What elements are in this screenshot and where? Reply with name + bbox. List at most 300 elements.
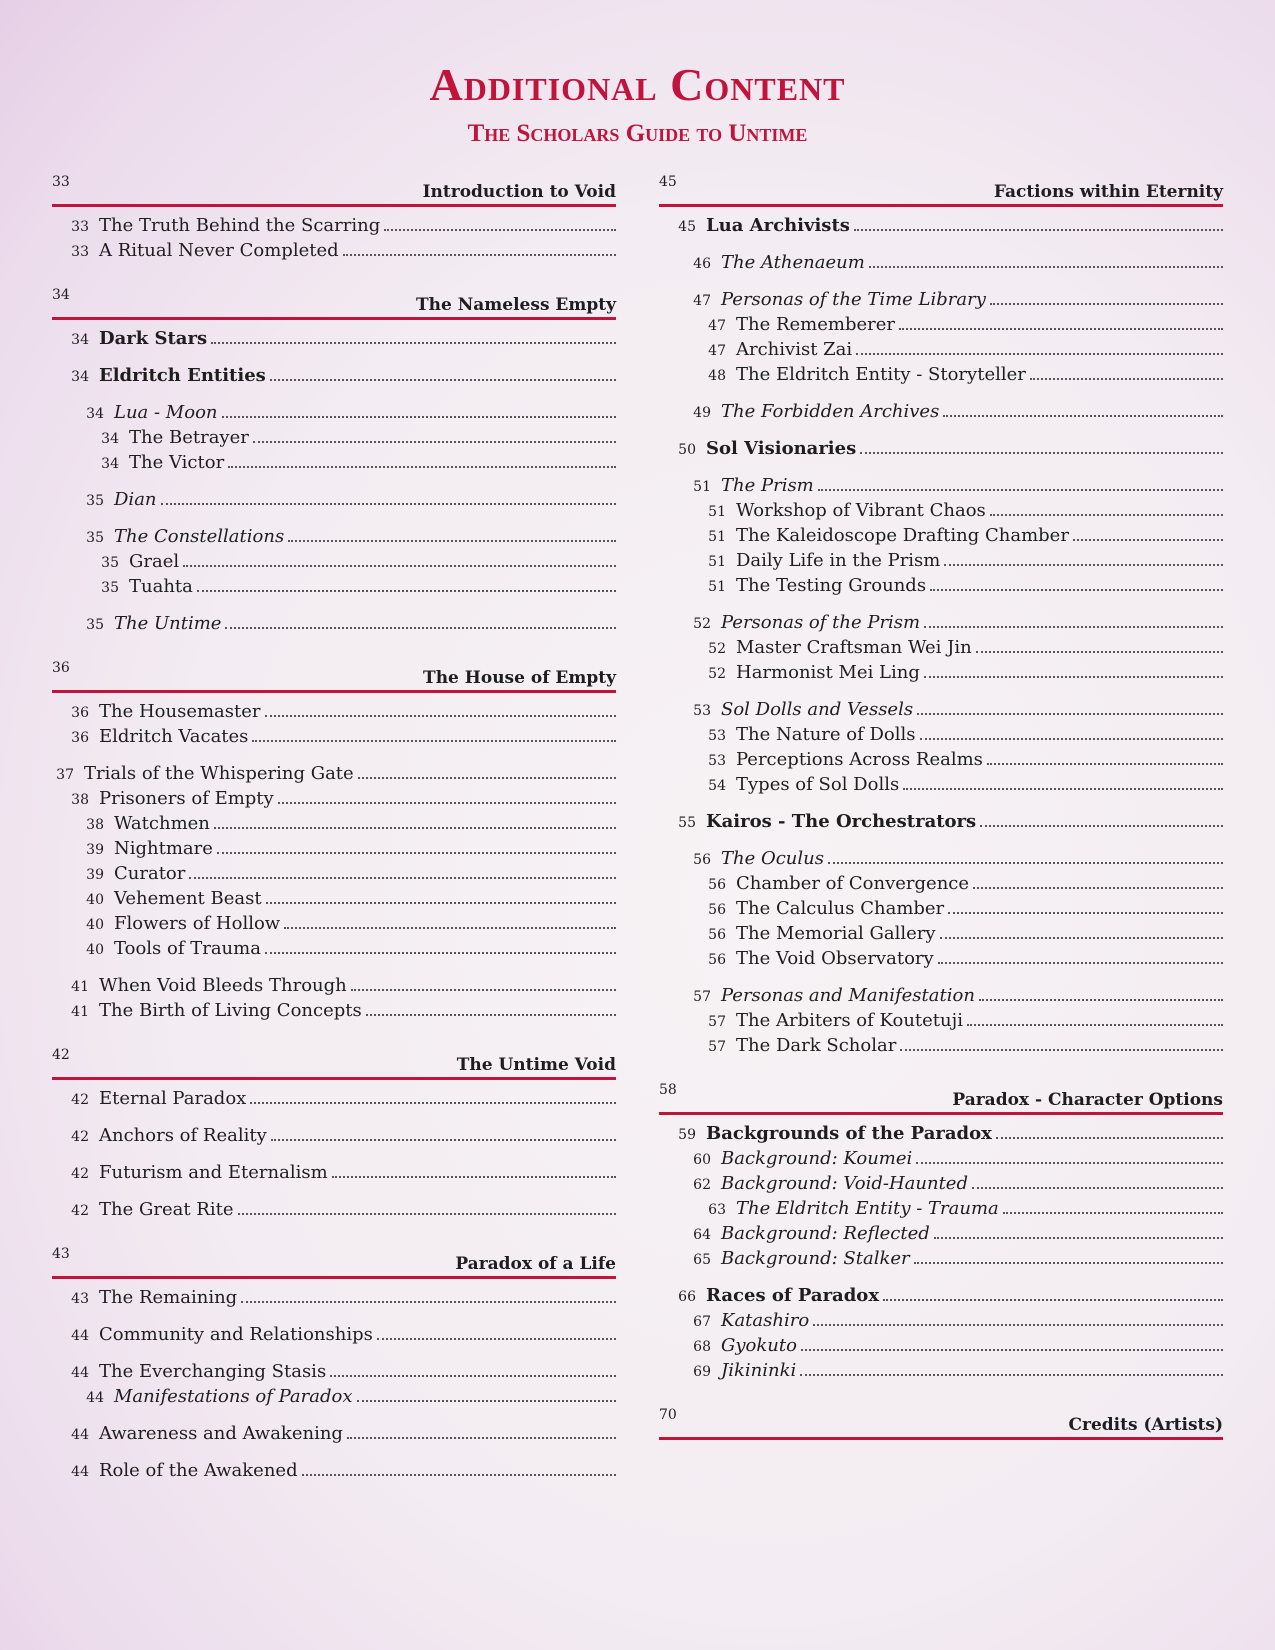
dot-leader [377, 1338, 616, 1340]
entry-page-number: 44 [71, 1464, 89, 1480]
dot-leader [384, 229, 616, 231]
toc-section [659, 1082, 1223, 1385]
toc-entry[interactable] [659, 550, 1223, 575]
entry-title: Sol Visionaries [706, 438, 857, 459]
entry-page-number: 56 [708, 927, 726, 943]
entry-title: The Nature of Dolls [736, 724, 916, 745]
entry-page-number: 44 [71, 1427, 89, 1443]
dot-leader [924, 626, 1223, 628]
entry-page-number: 68 [693, 1339, 711, 1355]
toc-entry[interactable] [52, 1324, 616, 1349]
toc-entry[interactable] [659, 339, 1223, 364]
page-subtitle: The Scholars Guide to Untime [467, 120, 808, 147]
dot-leader [228, 466, 616, 468]
toc-section [52, 660, 616, 1025]
entry-title: Awareness and Awakening [99, 1423, 343, 1444]
dot-leader [976, 651, 1223, 653]
dot-leader [1073, 539, 1223, 541]
entry-page-number: 54 [708, 778, 726, 794]
entry-page-number: 39 [86, 867, 104, 883]
entry-title: Archivist Zai [736, 339, 853, 360]
dot-leader [358, 777, 616, 779]
entry-page-number: 57 [708, 1014, 726, 1030]
toc-entry[interactable] [659, 364, 1223, 389]
entry-page-number: 42 [71, 1203, 89, 1219]
toc-section [52, 1246, 616, 1485]
toc-entry[interactable] [52, 763, 616, 788]
entry-page-number: 41 [71, 1004, 89, 1020]
dot-leader [900, 1049, 1223, 1051]
entry-page-number: 42 [71, 1092, 89, 1108]
entry-page-number: 35 [86, 493, 104, 509]
dot-leader [920, 738, 1224, 740]
dot-leader [253, 441, 616, 443]
toc-entry[interactable] [659, 1148, 1223, 1173]
entry-page-number: 44 [71, 1365, 89, 1381]
entry-title: Background: Koumei [721, 1148, 913, 1169]
entry-page-number: 45 [678, 219, 696, 235]
toc-entry[interactable] [659, 724, 1223, 749]
entry-page-number: 57 [708, 1039, 726, 1055]
entry-title: Futurism and Eternalism [99, 1162, 328, 1183]
toc-entry[interactable] [52, 913, 616, 938]
entry-page-number: 34 [71, 369, 89, 385]
entry-title: Vehement Beast [114, 888, 262, 909]
entry-page-number: 34 [86, 406, 104, 422]
entry-title: The Victor [129, 452, 225, 473]
page-title: Additional Content [429, 59, 846, 110]
entry-title: Eternal Paradox [99, 1088, 247, 1109]
toc-entry[interactable] [659, 1223, 1223, 1248]
entry-title: Eldritch Entities [99, 365, 266, 386]
entry-page-number: 51 [708, 529, 726, 545]
toc-section [52, 174, 616, 265]
toc-entry[interactable] [659, 1010, 1223, 1035]
toc-entry[interactable] [52, 526, 616, 551]
entry-page-number: 52 [708, 641, 726, 657]
section-header[interactable] [52, 1047, 616, 1080]
entry-title: Jikininki [721, 1360, 797, 1381]
dot-leader [250, 1102, 616, 1104]
toc-entry[interactable] [659, 575, 1223, 600]
entry-page-number: 52 [693, 616, 711, 632]
entry-title: The Everchanging Stasis [99, 1361, 327, 1382]
dot-leader [987, 763, 1223, 765]
entry-page-number: 60 [693, 1152, 711, 1168]
dot-leader [903, 788, 1223, 790]
dot-leader [343, 254, 616, 256]
entry-page-number: 47 [708, 318, 726, 334]
section-page-number: 34 [52, 287, 70, 303]
dot-leader [938, 962, 1223, 964]
entry-title: The Void Observatory [736, 948, 934, 969]
section-title: The Untime Void [456, 1055, 616, 1075]
entry-page-number: 38 [71, 792, 89, 808]
entry-title: The Constellations [114, 526, 285, 547]
entry-page-number: 47 [693, 293, 711, 309]
dot-leader [854, 229, 1223, 231]
section-header[interactable] [659, 1407, 1223, 1440]
entry-title: Nightmare [114, 838, 213, 859]
entry-page-number: 35 [101, 580, 119, 596]
dot-leader [332, 1176, 616, 1178]
entry-title: Watchmen [114, 813, 210, 834]
toc-entry[interactable] [659, 1360, 1223, 1385]
toc-entry[interactable] [659, 314, 1223, 339]
dot-leader [265, 952, 616, 954]
toc-section [52, 1047, 616, 1224]
dot-leader [973, 887, 1223, 889]
dot-leader [284, 927, 616, 929]
entry-page-number: 56 [708, 902, 726, 918]
entry-page-number: 40 [86, 917, 104, 933]
toc-entry[interactable] [52, 838, 616, 863]
entry-page-number: 42 [71, 1129, 89, 1145]
entry-page-number: 35 [101, 555, 119, 571]
section-title: Paradox of a Life [455, 1254, 616, 1274]
section-header[interactable] [659, 1082, 1223, 1115]
toc-entry[interactable] [52, 1088, 616, 1113]
section-page-number: 70 [659, 1407, 677, 1423]
dot-leader [883, 1299, 1223, 1301]
toc-entry[interactable] [659, 252, 1223, 277]
toc-entry[interactable] [659, 1123, 1223, 1148]
entry-title: Lua Archivists [706, 215, 850, 236]
entry-title: Lua - Moon [114, 402, 218, 423]
dot-leader [266, 902, 616, 904]
dot-leader [189, 877, 616, 879]
entry-title: Anchors of Reality [99, 1125, 267, 1146]
entry-page-number: 41 [71, 979, 89, 995]
entry-page-number: 34 [101, 431, 119, 447]
toc-entry[interactable] [52, 1460, 616, 1485]
toc-entry[interactable] [659, 438, 1223, 463]
entry-title: Dian [114, 489, 157, 510]
toc-entry[interactable] [659, 401, 1223, 426]
toc-entry[interactable] [659, 475, 1223, 500]
dot-leader [990, 514, 1223, 516]
toc-entry[interactable] [659, 923, 1223, 948]
entry-title: Chamber of Convergence [736, 873, 970, 894]
dot-leader [914, 1262, 1223, 1264]
dot-leader [801, 1349, 1223, 1351]
toc-entry[interactable] [52, 489, 616, 514]
toc-entry[interactable] [52, 452, 616, 477]
dot-leader [302, 1474, 616, 1476]
entry-page-number: 62 [693, 1177, 711, 1193]
entry-page-number: 55 [678, 815, 696, 831]
entry-page-number: 57 [693, 989, 711, 1005]
section-page-number: 36 [52, 660, 70, 676]
entry-title: Trials of the Whispering Gate [84, 763, 354, 784]
dot-leader [948, 912, 1223, 914]
dot-leader [351, 989, 616, 991]
entry-page-number: 35 [86, 530, 104, 546]
toc-entry[interactable] [659, 873, 1223, 898]
dot-leader [940, 937, 1223, 939]
entry-page-number: 33 [71, 244, 89, 260]
dot-leader [211, 342, 616, 344]
entry-page-number: 46 [693, 256, 711, 272]
toc-entry[interactable] [659, 1198, 1223, 1223]
entry-title: Grael [129, 551, 180, 572]
toc-entry[interactable] [659, 637, 1223, 662]
toc-entry[interactable] [659, 1248, 1223, 1273]
entry-page-number: 51 [708, 579, 726, 595]
entry-title: The Memorial Gallery [736, 923, 936, 944]
toc-section [659, 174, 1223, 1060]
section-title: Factions within Eternity [993, 182, 1223, 202]
entry-title: The Athenaeum [721, 252, 865, 273]
dot-leader [943, 415, 1223, 417]
entry-title: Daily Life in the Prism [736, 550, 941, 571]
entry-title: The Remaining [99, 1287, 238, 1308]
toc-entry[interactable] [52, 1386, 616, 1411]
toc-entry[interactable] [52, 215, 616, 240]
dot-leader [996, 1137, 1223, 1139]
dot-leader [944, 564, 1223, 566]
dot-leader [1030, 378, 1223, 380]
toc-column-right [659, 174, 1223, 1462]
toc-entry[interactable] [52, 427, 616, 452]
dot-leader [818, 489, 1223, 491]
toc-entry[interactable] [659, 749, 1223, 774]
toc-section [52, 287, 616, 638]
entry-title: Harmonist Mei Ling [736, 662, 920, 683]
toc-entry[interactable] [52, 402, 616, 427]
entry-page-number: 56 [708, 877, 726, 893]
dot-leader [265, 715, 616, 717]
section-page-number: 45 [659, 174, 677, 190]
dot-leader [930, 589, 1223, 591]
entry-page-number: 64 [693, 1227, 711, 1243]
toc-entry[interactable] [659, 500, 1223, 525]
dot-leader [288, 540, 616, 542]
toc-entry[interactable] [659, 612, 1223, 637]
entry-title: Personas and Manifestation [721, 985, 975, 1006]
toc-entry[interactable] [52, 613, 616, 638]
toc-entry[interactable] [659, 774, 1223, 799]
entry-title: The Oculus [721, 848, 824, 869]
entry-title: The Kaleidoscope Drafting Chamber [736, 525, 1069, 546]
dot-leader [161, 503, 616, 505]
entry-page-number: 48 [708, 368, 726, 384]
dot-leader [225, 627, 616, 629]
toc-entry[interactable] [659, 1173, 1223, 1198]
toc-entry[interactable] [659, 662, 1223, 687]
entry-page-number: 65 [693, 1252, 711, 1268]
entry-title: Sol Dolls and Vessels [721, 699, 914, 720]
toc-entry[interactable] [52, 365, 616, 390]
section-title: Introduction to Void [422, 182, 616, 202]
section-page-number: 58 [659, 1082, 677, 1098]
dot-leader [813, 1324, 1223, 1326]
toc-column-left [52, 174, 616, 1507]
dot-leader [366, 1014, 616, 1016]
entry-title: The Birth of Living Concepts [99, 1000, 362, 1021]
entry-page-number: 34 [71, 332, 89, 348]
toc-entry[interactable] [52, 1125, 616, 1150]
toc-entry[interactable] [659, 1310, 1223, 1335]
entry-title: Kairos - The Orchestrators [706, 811, 977, 832]
toc-entry[interactable] [659, 811, 1223, 836]
toc-entry[interactable] [659, 699, 1223, 724]
entry-page-number: 51 [708, 554, 726, 570]
entry-page-number: 47 [708, 343, 726, 359]
entry-title: The Eldritch Entity - Trauma [736, 1198, 999, 1219]
section-header[interactable] [52, 174, 616, 207]
entry-title: Community and Relationships [99, 1324, 373, 1345]
dot-leader [330, 1375, 616, 1377]
entry-page-number: 33 [71, 219, 89, 235]
dot-leader [357, 1400, 616, 1402]
toc-entry[interactable] [52, 1423, 616, 1448]
entry-title: Background: Reflected [721, 1223, 930, 1244]
dot-leader [222, 416, 617, 418]
entry-title: Personas of the Time Library [721, 289, 986, 310]
toc-entry[interactable] [659, 985, 1223, 1010]
entry-page-number: 52 [708, 666, 726, 682]
entry-title: The Forbidden Archives [721, 401, 940, 422]
section-page-number: 43 [52, 1246, 70, 1262]
dot-leader [347, 1437, 616, 1439]
section-title: Credits (Artists) [1068, 1415, 1223, 1435]
toc-entry[interactable] [52, 240, 616, 265]
toc-entry[interactable] [52, 1287, 616, 1312]
entry-page-number: 53 [708, 728, 726, 744]
toc-entry[interactable] [52, 1000, 616, 1025]
dot-leader [252, 740, 616, 742]
entry-title: The Untime [114, 613, 222, 634]
entry-title: The Calculus Chamber [736, 898, 945, 919]
entry-title: The Rememberer [736, 314, 896, 335]
entry-page-number: 53 [693, 703, 711, 719]
entry-title: Manifestations of Paradox [114, 1386, 353, 1407]
entry-title: The Arbiters of Koutetuji [736, 1010, 963, 1031]
toc-entry[interactable] [52, 1162, 616, 1187]
entry-title: Role of the Awakened [99, 1460, 298, 1481]
toc-entry[interactable] [52, 975, 616, 1000]
dot-leader [860, 452, 1223, 454]
entry-title: The Prism [721, 475, 814, 496]
entry-page-number: 53 [708, 753, 726, 769]
entry-page-number: 43 [71, 1291, 89, 1307]
section-header[interactable] [52, 287, 616, 320]
entry-title: Eldritch Vacates [99, 726, 249, 747]
toc-entry[interactable] [52, 1199, 616, 1224]
section-header[interactable] [659, 174, 1223, 207]
entry-page-number: 56 [708, 952, 726, 968]
section-page-number: 42 [52, 1047, 70, 1063]
toc-entry[interactable] [52, 328, 616, 353]
entry-page-number: 37 [56, 767, 74, 783]
dot-leader [828, 862, 1223, 864]
toc-entry[interactable] [52, 888, 616, 913]
entry-title: A Ritual Never Completed [99, 240, 339, 261]
dot-leader [183, 565, 616, 567]
toc-entry[interactable] [659, 1035, 1223, 1060]
toc-entry[interactable] [52, 1361, 616, 1386]
toc-entry[interactable] [659, 898, 1223, 923]
section-header[interactable] [52, 660, 616, 693]
entry-title: When Void Bleeds Through [99, 975, 347, 996]
entry-title: Master Craftsman Wei Jin [736, 637, 972, 658]
toc-entry[interactable] [659, 948, 1223, 973]
entry-page-number: 35 [86, 617, 104, 633]
entry-title: Gyokuto [721, 1335, 797, 1356]
entry-title: Types of Sol Dolls [736, 774, 900, 795]
entry-title: Curator [114, 863, 186, 884]
dot-leader [972, 1187, 1223, 1189]
entry-title: Dark Stars [99, 328, 208, 349]
entry-title: Background: Stalker [721, 1248, 910, 1269]
entry-page-number: 40 [86, 892, 104, 908]
toc-entry[interactable] [52, 701, 616, 726]
entry-page-number: 56 [693, 852, 711, 868]
dot-leader [979, 999, 1223, 1001]
toc-entry[interactable] [52, 788, 616, 813]
entry-title: Workshop of Vibrant Chaos [736, 500, 986, 521]
dot-leader [1003, 1212, 1223, 1214]
entry-page-number: 39 [86, 842, 104, 858]
section-page-number: 33 [52, 174, 70, 190]
dot-leader [238, 1213, 617, 1215]
entry-page-number: 66 [678, 1289, 696, 1305]
entry-page-number: 36 [71, 705, 89, 721]
entry-title: Personas of the Prism [721, 612, 921, 633]
entry-page-number: 44 [86, 1390, 104, 1406]
toc-section [659, 1407, 1223, 1440]
toc-entry[interactable] [659, 1335, 1223, 1360]
toc-entry[interactable] [659, 525, 1223, 550]
dot-leader [217, 852, 616, 854]
toc-entry[interactable] [659, 848, 1223, 873]
toc-entry[interactable] [52, 863, 616, 888]
dot-leader [980, 825, 1223, 827]
toc-entry[interactable] [659, 215, 1223, 240]
entry-title: The Truth Behind the Scarring [99, 215, 381, 236]
entry-title: The Betrayer [129, 427, 249, 448]
dot-leader [934, 1237, 1223, 1239]
entry-title: The Testing Grounds [736, 575, 927, 596]
entry-page-number: 51 [693, 479, 711, 495]
entry-title: Backgrounds of the Paradox [706, 1123, 992, 1144]
dot-leader [214, 827, 616, 829]
dot-leader [197, 590, 616, 592]
section-header[interactable] [52, 1246, 616, 1279]
toc-entry[interactable] [52, 576, 616, 601]
dot-leader [869, 266, 1223, 268]
toc-entry[interactable] [659, 289, 1223, 314]
dot-leader [241, 1301, 616, 1303]
toc-entry[interactable] [52, 813, 616, 838]
dot-leader [800, 1374, 1223, 1376]
section-title: The House of Empty [423, 668, 616, 688]
dot-leader [271, 1139, 616, 1141]
dot-leader [856, 353, 1223, 355]
dot-leader [899, 328, 1223, 330]
entry-page-number: 51 [708, 504, 726, 520]
dot-leader [916, 1162, 1223, 1164]
toc-entry[interactable] [659, 1285, 1223, 1310]
toc-entry[interactable] [52, 938, 616, 963]
entry-page-number: 63 [708, 1202, 726, 1218]
entry-title: Tools of Trauma [114, 938, 261, 959]
toc-entry[interactable] [52, 551, 616, 576]
toc-entry[interactable] [52, 726, 616, 751]
entry-title: The Great Rite [99, 1199, 234, 1220]
entry-page-number: 49 [693, 405, 711, 421]
